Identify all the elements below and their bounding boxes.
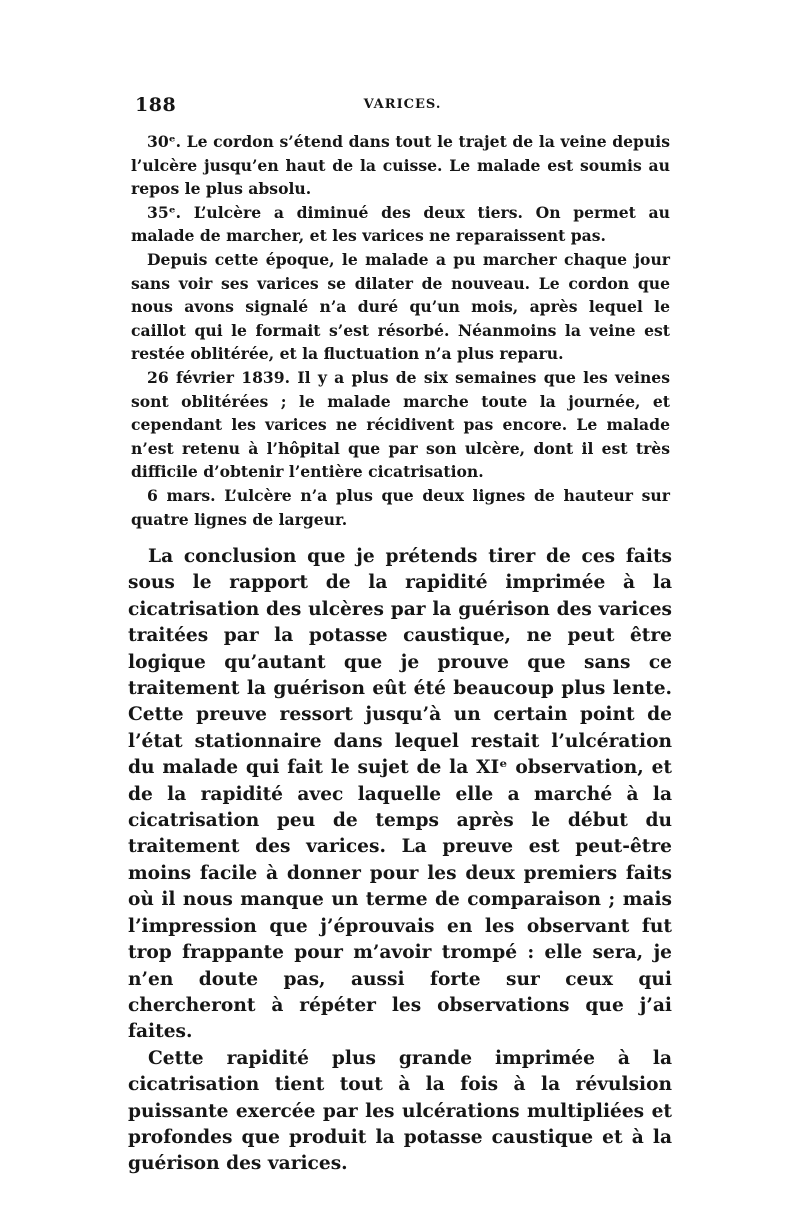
body-paragraph: La conclusion que je prétends tirer de ces faits sous le rapport de la rapidité imprimée à la cicatrisation des ulcères par la guérison des varices traitées par la potasse caustique, ne peut être logique qu’autant que je prouve que sans ce traitement la guérison eût été beaucoup plus lente. Cette preuve ressort jusqu’à un certain point de l’état stationnaire dans lequel restait l’ulcération du malade qui fait le sujet de la XIᵉ observation, et de la rapidité avec laquelle elle a marché à la cicatrisation peu de temps après le début du traitement des varices. La preuve est peut-être moins facile à donner pour les deux premiers faits où il nous manque un terme de comparaison ; mais l’impression que j’éprouvais en les observant fut trop frappante pour m’avoir trompé : elle sera, je n’en doute pas, aussi forte sur ceux qui chercheront à répéter les observations que j’ai faites. [128,546,672,1043]
page-number: 188 [135,94,177,116]
main-text [128,544,672,1178]
running-title: VARICES. [363,97,442,112]
note-paragraph: 35ᵉ. L’ulcère a diminué des deux tiers. On permet au malade de marcher, et les varices ne reparaissent pas. [131,202,670,246]
observation-notes [131,130,670,531]
body-paragraph: Cette rapidité plus grande imprimée à la cicatrisation tient tout à la fois à la révulsion puissante exercée par les ulcérations multipliées et profondes que produit la potasse caustique et à la guérison des varices. [128,1047,672,1175]
note-paragraph: 6 mars. L’ulcère n’a plus que deux lignes de hauteur sur quatre lignes de largeur. [131,485,670,529]
note-paragraph: 30ᵉ. Le cordon s’étend dans tout le trajet de la veine depuis l’ulcère jusqu’en haut de la cuisse. Le malade est soumis au repos le plus absolu. [131,132,670,199]
note-paragraph: Depuis cette époque, le malade a pu marcher chaque jour sans voir ses varices se dilater de nouveau. Le cordon que nous avons signalé n’a duré qu’un mois, après lequel le caillot qui le formait s’est résorbé. Néanmoins la veine est restée oblitérée, et la fluctuation n’a plus reparu. [131,249,670,364]
note-paragraph: 26 février 1839. Il y a plus de six semaines que les veines sont oblitérées ; le malade marche toute la journée, et cependant les varices ne récidivent pas encore. Le malade n’est retenu à l’hôpital que par son ulcère, dont il est très difficile d’obtenir l’entière cicatrisation. [131,367,670,482]
page-header [135,94,670,120]
